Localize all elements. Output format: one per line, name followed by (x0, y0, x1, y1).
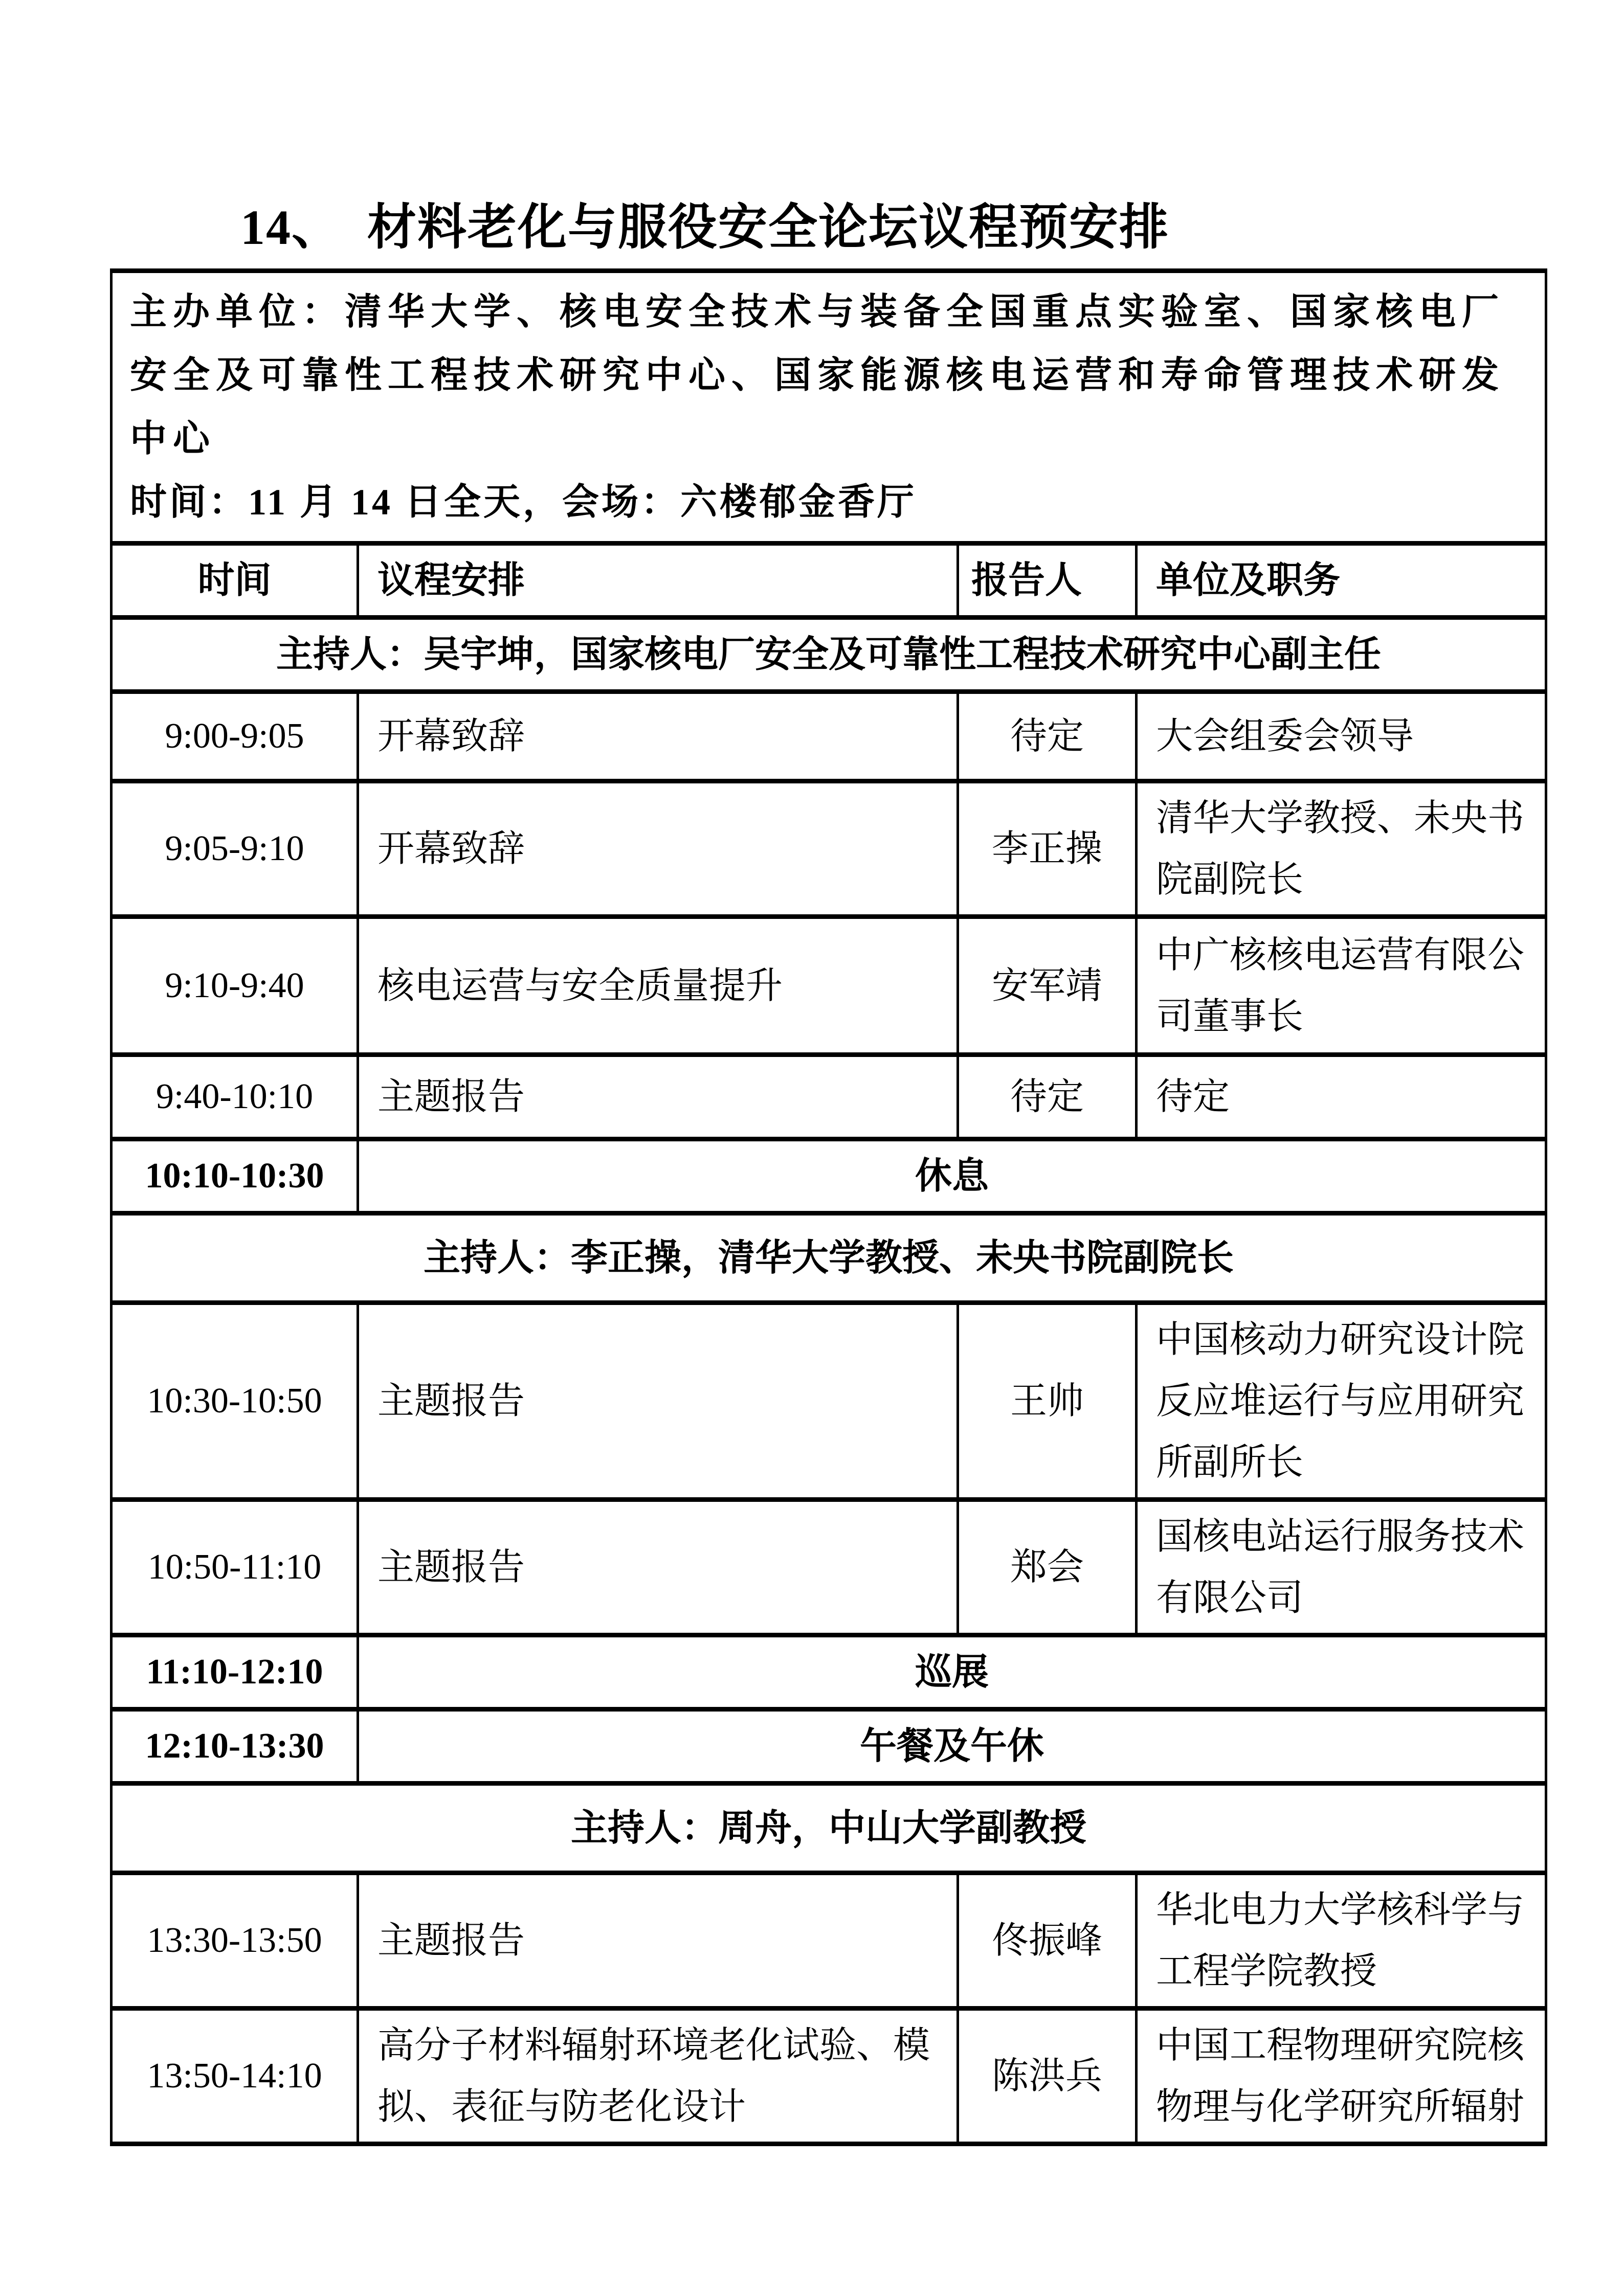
chair-text: 主持人：周舟，中山大学副教授 (112, 1784, 1546, 1873)
host-organizations-line-2: 安全及可靠性工程技术研究中心、国家能源核电运营和寿命管理技术研发 (130, 355, 1505, 396)
break-label: 休息 (358, 1139, 1546, 1213)
presenter-cell: 李正操 (958, 781, 1137, 917)
talk-row-8 (112, 2009, 1546, 2144)
intro-row (112, 271, 1546, 544)
time-cell: 10:30-10:50 (112, 1303, 358, 1500)
chair-row-3 (112, 1784, 1546, 1873)
affiliation-cell: 国核电站运行服务技术有限公司 (1137, 1500, 1546, 1635)
talk-row-3 (112, 917, 1546, 1055)
host-organizations-line-1: 主办单位：清华大学、核电安全技术与装备全国重点实验室、国家核电厂 (130, 291, 1505, 332)
time-cell: 12:10-13:30 (112, 1709, 358, 1784)
intro-cell (112, 271, 1546, 544)
header-presenter: 报告人 (958, 544, 1137, 618)
presenter-cell: 待定 (958, 1055, 1137, 1139)
host-organizations-line-3: 中心 (130, 418, 216, 459)
break-label: 午餐及午休 (358, 1709, 1546, 1784)
time-cell: 11:10-12:10 (112, 1635, 358, 1709)
affiliation-cell: 大会组委会领导 (1137, 692, 1546, 781)
page-title: 14、 材料老化与服役安全论坛议程预安排 (240, 200, 1169, 255)
break-label: 巡展 (358, 1635, 1546, 1709)
topic-cell: 开幕致辞 (358, 692, 958, 781)
talk-row-6 (112, 1500, 1546, 1635)
chair-row-2 (112, 1213, 1546, 1303)
header-agenda: 议程安排 (358, 544, 958, 618)
affiliation-cell: 中国工程物理研究院核物理与化学研究所辐射 (1137, 2009, 1546, 2144)
topic-cell: 高分子材料辐射环境老化试验、模拟、表征与防老化设计 (358, 2009, 958, 2144)
header-time: 时间 (112, 544, 358, 618)
break-row-lunch (112, 1709, 1546, 1784)
talk-row-4 (112, 1055, 1546, 1139)
time-cell: 9:00-9:05 (112, 692, 358, 781)
topic-cell: 主题报告 (358, 1055, 958, 1139)
time-cell: 10:50-11:10 (112, 1500, 358, 1635)
presenter-cell: 佟振峰 (958, 1873, 1137, 2009)
talk-row-1 (112, 692, 1546, 781)
time-cell: 13:50-14:10 (112, 2009, 358, 2144)
break-row-rest (112, 1139, 1546, 1213)
time-venue-line: 时间：11 月 14 日全天，会场：六楼郁金香厅 (130, 482, 917, 523)
affiliation-cell: 待定 (1137, 1055, 1546, 1139)
topic-cell: 开幕致辞 (358, 781, 958, 917)
talk-row-5 (112, 1303, 1546, 1500)
presenter-cell: 安军靖 (958, 917, 1137, 1055)
affiliation-cell: 清华大学教授、未央书院副院长 (1137, 781, 1546, 917)
table-header-row (112, 544, 1546, 618)
chair-text: 主持人：吴宇坤，国家核电厂安全及可靠性工程技术研究中心副主任 (112, 618, 1546, 692)
break-row-exhibition (112, 1635, 1546, 1709)
header-affiliation: 单位及职务 (1137, 544, 1546, 618)
time-cell: 10:10-10:30 (112, 1139, 358, 1213)
time-cell: 9:40-10:10 (112, 1055, 358, 1139)
chair-text: 主持人：李正操，清华大学教授、未央书院副院长 (112, 1213, 1546, 1303)
time-cell: 13:30-13:50 (112, 1873, 358, 2009)
affiliation-cell: 华北电力大学核科学与工程学院教授 (1137, 1873, 1546, 2009)
topic-cell: 核电运营与安全质量提升 (358, 917, 958, 1055)
topic-cell: 主题报告 (358, 1873, 958, 2009)
time-cell: 9:05-9:10 (112, 781, 358, 917)
topic-cell: 主题报告 (358, 1500, 958, 1635)
chair-row-1 (112, 618, 1546, 692)
agenda-table (110, 268, 1547, 2146)
presenter-cell: 待定 (958, 692, 1137, 781)
talk-row-7 (112, 1873, 1546, 2009)
topic-cell: 主题报告 (358, 1303, 958, 1500)
time-cell: 9:10-9:40 (112, 917, 358, 1055)
presenter-cell: 陈洪兵 (958, 2009, 1137, 2144)
talk-row-2 (112, 781, 1546, 917)
presenter-cell: 王帅 (958, 1303, 1137, 1500)
presenter-cell: 郑会 (958, 1500, 1137, 1635)
affiliation-cell: 中国核动力研究设计院反应堆运行与应用研究所副所长 (1137, 1303, 1546, 1500)
affiliation-cell: 中广核核电运营有限公司董事长 (1137, 917, 1546, 1055)
